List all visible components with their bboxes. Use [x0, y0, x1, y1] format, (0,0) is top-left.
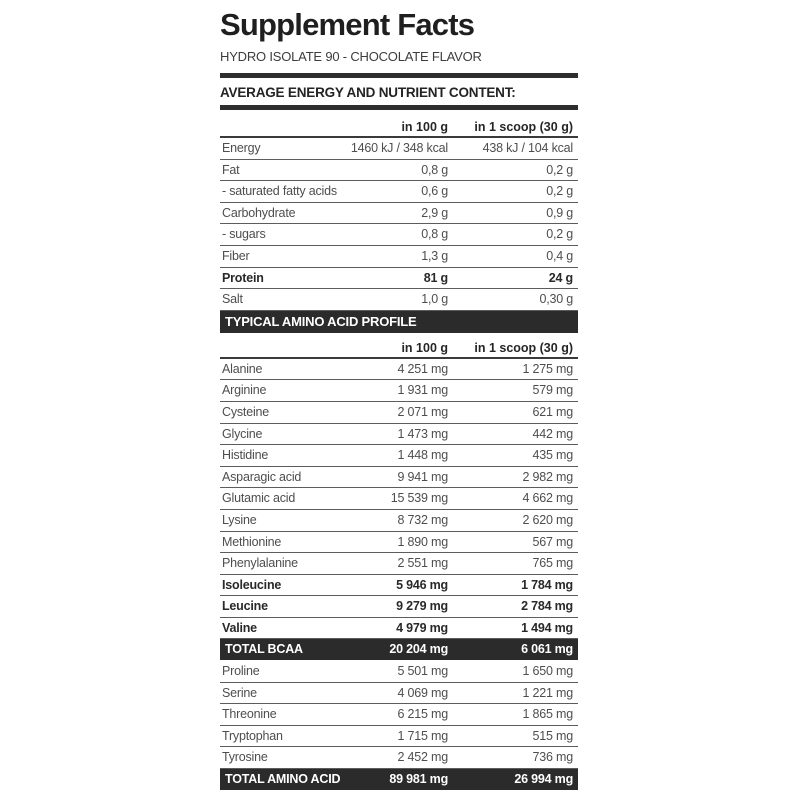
table-row: [220, 553, 578, 575]
value-per-100g: 0,8 g: [421, 162, 448, 177]
value-per-100g: 1 448 mg: [397, 448, 448, 463]
row-label: Lysine: [222, 512, 257, 527]
row-label: Glycine: [222, 426, 263, 441]
value-per-scoop: 26 994 mg: [514, 772, 573, 787]
table-row: [220, 138, 578, 160]
table-row: [220, 445, 578, 467]
divider-bar-nutrients: [220, 105, 578, 110]
table-row: [220, 747, 578, 769]
amino-acid-table: [220, 333, 578, 791]
row-label: - sugars: [222, 227, 266, 242]
value-per-scoop: 0,2 g: [546, 227, 573, 242]
table-row: [220, 704, 578, 726]
value-per-scoop: 1 494 mg: [521, 620, 573, 635]
value-per-100g: 9 941 mg: [397, 469, 448, 484]
table-row: [220, 380, 578, 402]
row-label: Threonine: [222, 707, 277, 722]
value-per-100g: 20 204 mg: [389, 642, 448, 657]
row-label: Serine: [222, 685, 257, 700]
value-per-scoop: 0,2 g: [546, 184, 573, 199]
value-per-100g: 9 279 mg: [396, 599, 448, 614]
value-per-scoop: 1 784 mg: [521, 577, 573, 592]
row-label: Tryptophan: [222, 728, 283, 743]
value-per-100g: 5 946 mg: [396, 577, 448, 592]
table-row: [220, 683, 578, 705]
value-per-scoop: 579 mg: [532, 383, 573, 398]
row-label: Glutamic acid: [222, 491, 296, 506]
table-row: [220, 289, 578, 311]
value-per-scoop: 0,4 g: [546, 248, 573, 263]
row-label: - saturated fatty acids: [222, 184, 337, 199]
row-label: Phenylalanine: [222, 556, 298, 571]
table-row: [220, 510, 578, 532]
row-label: Protein: [222, 270, 264, 285]
value-per-100g: 2 452 mg: [397, 750, 448, 765]
row-label: Valine: [222, 620, 257, 635]
table-row: [220, 160, 578, 182]
value-per-100g: 1 473 mg: [397, 426, 448, 441]
value-per-scoop: 0,2 g: [546, 162, 573, 177]
value-per-scoop: 1 650 mg: [522, 664, 573, 679]
value-per-100g: 4 069 mg: [397, 685, 448, 700]
row-label: Cysteine: [222, 404, 270, 419]
value-per-100g: 8 732 mg: [397, 512, 448, 527]
value-per-100g: 1 931 mg: [397, 383, 448, 398]
row-label: Fat: [222, 162, 240, 177]
column-header-per-100g: in 100 g: [401, 120, 448, 134]
row-label: Proline: [222, 664, 260, 679]
table-row: [220, 402, 578, 424]
page-title: Supplement Facts: [220, 7, 475, 42]
amino-acid-table-body: [220, 359, 578, 791]
column-header-per-scoop: in 1 scoop (30 g): [474, 120, 573, 134]
value-per-100g: 2 551 mg: [397, 556, 448, 571]
value-per-scoop: 4 662 mg: [522, 491, 573, 506]
value-per-scoop: 2 784 mg: [521, 599, 573, 614]
value-per-scoop: 435 mg: [532, 448, 573, 463]
supplement-facts-label: [220, 8, 578, 791]
value-per-100g: 4 251 mg: [397, 361, 448, 376]
product-subtitle: HYDRO ISOLATE 90 - CHOCOLATE FLAVOR: [220, 49, 482, 64]
table-row: [220, 224, 578, 246]
column-header-per-scoop: in 1 scoop (30 g): [474, 340, 573, 355]
section-title-amino-acids: TYPICAL AMINO ACID PROFILE: [220, 311, 578, 333]
value-per-scoop: 2 982 mg: [522, 469, 573, 484]
value-per-100g: 81 g: [423, 270, 448, 285]
value-per-100g: 2 071 mg: [397, 404, 448, 419]
value-per-100g: 1460 kJ / 348 kcal: [350, 141, 448, 155]
table-row: [220, 359, 578, 381]
amino-acid-table-header: [220, 333, 578, 359]
value-per-100g: 1,3 g: [421, 248, 448, 263]
value-per-scoop: 438 kJ / 104 kcal: [482, 141, 573, 155]
table-row: [220, 488, 578, 510]
row-label: Isoleucine: [222, 577, 282, 592]
table-row: [220, 203, 578, 225]
table-row: [220, 467, 578, 489]
table-row: [220, 596, 578, 618]
table-row: [220, 661, 578, 683]
row-label: Leucine: [222, 599, 268, 614]
value-per-scoop: 765 mg: [532, 556, 573, 571]
table-row: [220, 575, 578, 597]
row-label: Methionine: [222, 534, 282, 549]
row-label: Asparagic acid: [222, 469, 302, 484]
table-row: [220, 181, 578, 203]
nutrient-table: [220, 112, 578, 311]
value-per-100g: 15 539 mg: [390, 491, 448, 506]
value-per-scoop: 0,30 g: [539, 292, 573, 307]
value-per-100g: 1 890 mg: [397, 534, 448, 549]
row-label: Alanine: [222, 361, 263, 376]
column-header-per-100g: in 100 g: [401, 340, 448, 355]
row-label: TOTAL BCAA: [225, 642, 303, 657]
value-per-scoop: 1 865 mg: [522, 707, 573, 722]
row-label: Arginine: [222, 383, 267, 398]
value-per-scoop: 621 mg: [532, 404, 573, 419]
section-title-nutrients: AVERAGE ENERGY AND NUTRIENT CONTENT:: [220, 85, 516, 100]
value-per-100g: 5 501 mg: [397, 664, 448, 679]
value-per-scoop: 1 275 mg: [522, 361, 573, 376]
nutrient-table-header: [220, 112, 578, 138]
row-label: Tyrosine: [222, 750, 268, 765]
table-row: [220, 246, 578, 268]
table-row: [220, 618, 578, 640]
value-per-100g: 6 215 mg: [397, 707, 448, 722]
table-row: [220, 268, 578, 290]
row-label: Histidine: [222, 448, 269, 463]
row-label: Fiber: [222, 248, 250, 263]
value-per-100g: 0,6 g: [421, 184, 448, 199]
row-label: TOTAL AMINO ACID: [225, 772, 341, 787]
table-row: [220, 726, 578, 748]
value-per-scoop: 0,9 g: [546, 205, 573, 220]
table-row: [220, 424, 578, 446]
value-per-100g: 4 979 mg: [396, 620, 448, 635]
value-per-scoop: 567 mg: [532, 534, 573, 549]
value-per-100g: 1 715 mg: [397, 728, 448, 743]
row-label: Salt: [222, 292, 243, 307]
value-per-100g: 0,8 g: [421, 227, 448, 242]
value-per-scoop: 2 620 mg: [522, 512, 573, 527]
table-row: [220, 532, 578, 554]
value-per-100g: 1,0 g: [421, 292, 448, 307]
value-per-scoop: 736 mg: [532, 750, 573, 765]
value-per-scoop: 1 221 mg: [522, 685, 573, 700]
value-per-scoop: 442 mg: [532, 426, 573, 441]
value-per-100g: 89 981 mg: [389, 772, 448, 787]
row-label: Energy: [222, 141, 261, 155]
total-row: [220, 769, 578, 791]
row-label: Carbohydrate: [222, 205, 296, 220]
value-per-100g: 2,9 g: [421, 205, 448, 220]
total-row: [220, 639, 578, 661]
nutrient-table-body: [220, 138, 578, 311]
value-per-scoop: 6 061 mg: [521, 642, 573, 657]
value-per-scoop: 24 g: [548, 270, 573, 285]
value-per-scoop: 515 mg: [532, 728, 573, 743]
divider-bar-top: [220, 73, 578, 78]
